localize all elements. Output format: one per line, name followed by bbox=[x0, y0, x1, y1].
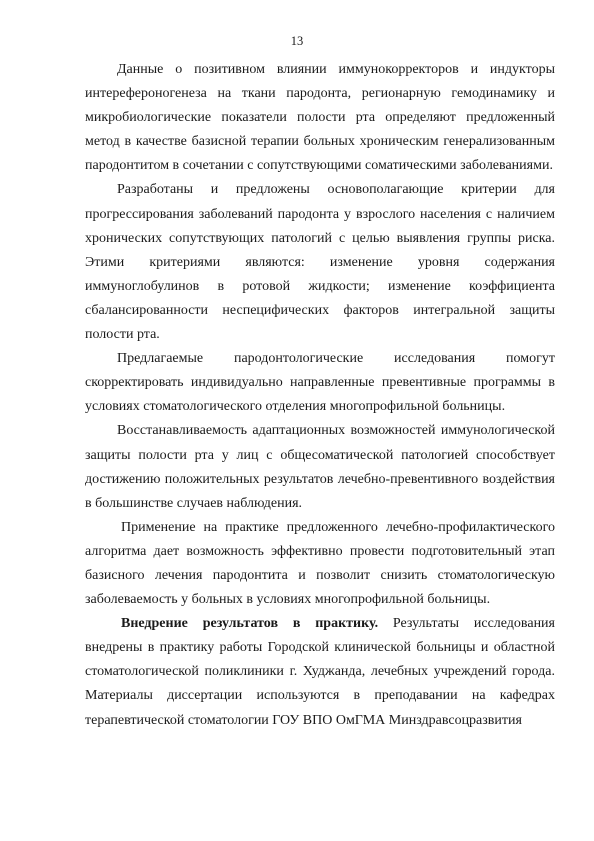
page-number: 13 bbox=[290, 34, 304, 48]
paragraph-immune-restoration: Восстанавливаемость адаптационных возможностей иммунологической защиты полости рта у лиц с общесоматической патологией способствует достижению положительных результатов лечебно-превентивного воздействия в большинстве случаев наблюдения. bbox=[85, 423, 555, 511]
paragraph-implementation bbox=[85, 612, 555, 732]
paragraph-risk-criteria: Разработаны и предложены основополагающие критерии для прогрессирования заболеваний пародонта у взрослого населения с наличием хронических сопутствующих патологий с целью выявления группы риска. Этими критериями являются: изменение уровня содержания иммуноглобулинов в ротовой жидкости; изменение коэффициента сбалансированности неспецифических факторов интегральной защиты полости рта. bbox=[85, 182, 555, 343]
implementation-text: Результаты исследования внедрены в практику работы Городской клинической больницы и областной стоматологической поликлиники г. Худжанда, лечебных учреждений города. Материалы диссертации используются в преподавании на кафедрах терапевтической стоматологии ГОУ ВПО ОмГМА Минздравсоцразвития bbox=[85, 616, 555, 728]
body-text bbox=[85, 58, 555, 733]
paragraph-algorithm-application: Применение на практике предложенного лечебно-профилактического алгоритма дает возможность эффективно провести подготовительный этап базисного лечения пародонтита и позволит снизить стоматологическую заболеваемость у больных в условиях многопрофильной больницы. bbox=[85, 519, 555, 608]
implementation-heading: Внедрение результатов в практику. bbox=[121, 616, 379, 632]
paragraph-immunocorrectors: Данные о позитивном влиянии иммунокорректоров и индукторы интерефероногенеза на ткани пародонта, регионарную гемодинамику и микробиологические показатели полости рта определяют предложенный метод в качестве базисной терапии больных хроническим генерализованным пародонтитом в сочетании с сопутствующими соматическими заболеваниями. bbox=[85, 62, 555, 174]
paragraph-periodontal-research: Предлагаемые пародонтологические исследования помогут скорректировать индивидуально направленные превентивные программы в условиях стоматологического отделения многопрофильной больницы. bbox=[85, 351, 555, 415]
